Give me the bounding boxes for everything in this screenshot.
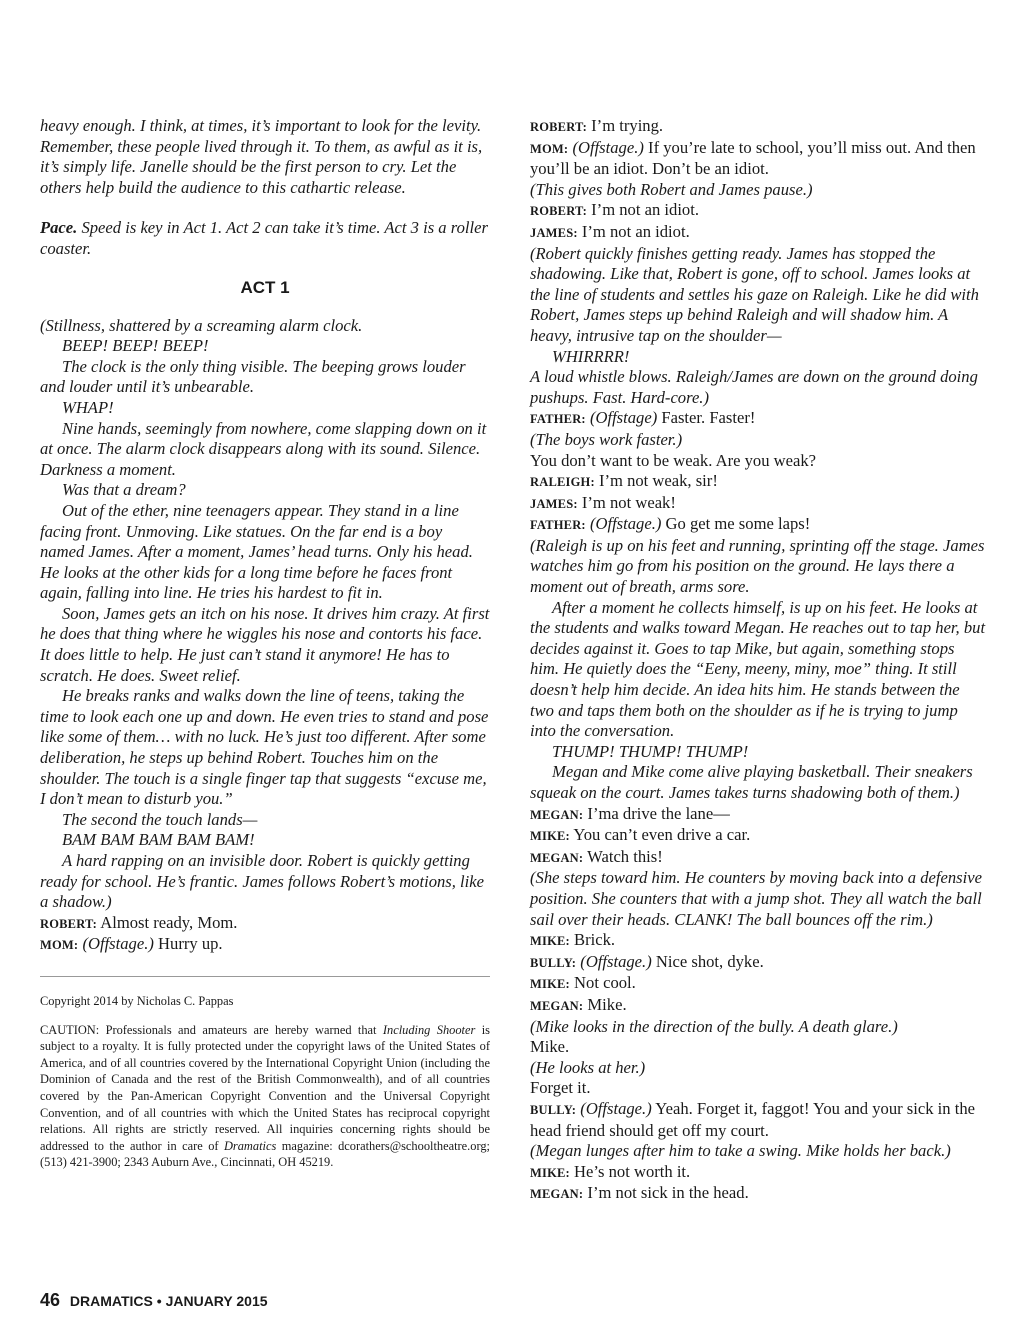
- dialogue-line: [530, 493, 986, 515]
- pace-text: Speed is key in Act 1. Act 2 can take it’s time. Act 3 is a roller coaster.: [40, 218, 488, 258]
- speaker-name: MEGAN:: [530, 850, 584, 865]
- stage-direction-paragraph: Out of the ether, nine teenagers appear. They stand in a line facing front. Unmoving. Like statues. On the far end is a boy named James. After a moment, James’ head turns. Only his head. He looks at the other kids for a long time before he faces front again, falling into line. He tries his hardest to fit in.: [40, 500, 473, 603]
- stage-direction-paragraph: After a moment he collects himself, is up on his feet. He looks at the students and walks toward Megan. He reaches out to tap her, but decides against it. Goes to tap Mike, but again, something stops him. He quietly does the “Eeny, meeny, miny, moe” thing. It still doesn’t help him decide. An idea hits him. He stands between the two and taps them both on the shoulder as if he is trying to jump into the conversation.: [530, 597, 986, 741]
- page-footer: [40, 1290, 268, 1311]
- stage-direction-paragraph: (This gives both Robert and James pause.): [530, 179, 813, 199]
- stage-direction-paragraph: (Raleigh is up on his feet and running, sprinting off the stage. James watches him go from his position on the ground. He lays there a moment out of breath, arms sore.: [530, 535, 985, 597]
- footnote-divider: [40, 976, 490, 977]
- dialogue-line: [530, 514, 986, 536]
- stage-direction-paragraph: BEEP! BEEP! BEEP!: [62, 336, 209, 356]
- dialogue-text: I’m not weak, sir!: [594, 471, 718, 491]
- caution-play-title: Including Shooter: [382, 1022, 476, 1037]
- stage-direction-paragraph: He breaks ranks and walks down the line of teens, taking the time to look each one up and down. He even tries to stand and pose like some of them… with no luck. He’s just too different. After some deliberation, he steps up behind Robert. Touches him on the shoulder. The touch is a single finger tap that suggests “excuse me, I don’t mean to disturb you.”: [40, 686, 489, 809]
- dialogue-text: Yeah. Forget it, faggot! You and your sick in the head friend should get off my court.: [530, 1098, 975, 1140]
- parenthetical: (Offstage): [585, 408, 658, 428]
- stage-direction-paragraph: (Mike looks in the direction of the bully. A death glare.): [530, 1016, 898, 1036]
- dialogue-line: [530, 1183, 986, 1205]
- pace-paragraph: [40, 218, 490, 259]
- speaker-name: MOM:: [40, 938, 79, 953]
- dialogue-text: I’ma drive the lane—: [583, 803, 730, 823]
- dialogue-line: Forget it.: [530, 1078, 591, 1098]
- dialogue-line: [530, 138, 986, 180]
- dialogue-line: [530, 995, 986, 1017]
- dialogue-line: [40, 913, 490, 935]
- speaker-name: JAMES:: [530, 496, 578, 511]
- dialogue-line: Mike.: [530, 1037, 570, 1057]
- dialogue-line: [530, 200, 986, 222]
- dialogue-line: [530, 1099, 986, 1141]
- speaker-name: BULLY:: [530, 1102, 577, 1117]
- speaker-name: FATHER:: [530, 518, 586, 533]
- dialogue-text: Hurry up.: [153, 934, 223, 954]
- dialogue-text: You can’t even drive a car.: [569, 825, 751, 845]
- stage-direction-paragraph: A hard rapping on an invisible door. Robert is quickly getting ready for school. He’s frantic. James follows Robert’s motions, like a shadow.): [40, 851, 485, 912]
- speaker-name: MIKE:: [530, 1165, 570, 1180]
- dialogue-line: [40, 934, 490, 956]
- stage-direction-paragraph: A loud whistle blows. Raleigh/James are down on the ground doing pushups. Fast. Hard-core.): [530, 367, 978, 407]
- dialogue-line: [530, 930, 986, 952]
- dialogue-line: [530, 1162, 986, 1184]
- footer-separator: •: [152, 1293, 166, 1309]
- magazine-name: DRAMATICS: [69, 1293, 153, 1309]
- speaker-name: MEGAN:: [530, 1187, 584, 1202]
- intro-paragraph: heavy enough. I think, at times, it’s important to look for the levity. Remember, these people lived through it. To them, as awful as it is, it’s simply life. Janelle should be the first person to cry. Let the others help build the audience to this cathartic release.: [40, 116, 483, 197]
- speaker-name: JAMES:: [530, 225, 578, 240]
- stage-direction-paragraph: Megan and Mike come alive playing basketball. Their sneakers squeak on the court. James takes turns shadowing both of them.): [530, 762, 973, 802]
- stage-direction-paragraph: (Robert quickly finishes getting ready. James has stopped the shadowing. Like that, Robert is gone, off to school. James looks at the line of students and settles his gaze on Raleigh. Like he did with Robert, James steps up behind Raleigh and will shadow him. A heavy, intrusive tap on the shoulder—: [530, 243, 979, 345]
- issue-date: JANUARY 2015: [165, 1293, 268, 1309]
- dialogue-line: [530, 847, 986, 869]
- speaker-name: MEGAN:: [530, 807, 584, 822]
- dialogue-line: You don’t want to be weak. Are you weak?: [530, 450, 817, 470]
- speaker-name: ROBERT:: [530, 120, 587, 134]
- dialogue-line: [530, 471, 986, 493]
- dialogue-text: Faster. Faster!: [657, 408, 756, 428]
- speaker-name: MIKE:: [530, 977, 570, 992]
- dialogue-text: If you’re late to school, you’ll miss out. And then you’ll be an idiot. Don’t be an idiot.: [530, 137, 976, 179]
- left-column: [40, 116, 490, 1171]
- right-column: [530, 116, 986, 1205]
- dialogue-text: Brick.: [569, 930, 616, 950]
- speaker-name: MOM:: [530, 141, 569, 156]
- stage-direction-paragraph: BAM BAM BAM BAM BAM!: [62, 830, 255, 850]
- page-number: 46: [40, 1290, 61, 1310]
- stage-direction-paragraph: (He looks at her.): [530, 1057, 646, 1077]
- stage-direction-paragraph: THUMP! THUMP! THUMP!: [552, 741, 749, 761]
- parenthetical: (Offstage.): [78, 934, 154, 954]
- stage-direction-paragraph: Was that a dream?: [62, 480, 186, 500]
- dialogue-text: Mike.: [583, 994, 627, 1014]
- stage-direction-paragraph: The second the touch lands—: [62, 809, 258, 829]
- copyright-line: Copyright 2014 by Nicholas C. Pappas: [40, 993, 234, 1008]
- speaker-name: MIKE:: [530, 829, 570, 844]
- speaker-name: MIKE:: [530, 934, 570, 949]
- parenthetical: (Offstage.): [585, 514, 662, 534]
- dialogue-line: [530, 408, 986, 430]
- dialogue-line: [530, 973, 986, 995]
- stage-direction-paragraph: (The boys work faster.): [530, 429, 683, 449]
- stage-direction-paragraph: Soon, James gets an itch on his nose. It drives him crazy. At first he does that thing where he wiggles his nose and contorts his face. It does little to help. He just can’t stand it anymore! He has to scratch. He does. Sweet relief.: [40, 603, 490, 685]
- pace-label: Pace.: [40, 218, 78, 238]
- caution-text-1: CAUTION: Professionals and amateurs are hereby warned that: [40, 1022, 383, 1037]
- caution-notice: [40, 1022, 490, 1171]
- dialogue-text: Watch this!: [583, 846, 663, 866]
- dialogue-line: [530, 804, 986, 826]
- stage-directions-block: [40, 316, 490, 913]
- dialogue-text: I’m not an idiot.: [577, 221, 690, 241]
- speaker-name: MEGAN:: [530, 998, 584, 1013]
- dialogue-text: Nice shot, dyke.: [651, 951, 764, 971]
- dialogue-block: [40, 913, 490, 956]
- speaker-name: FATHER:: [530, 412, 586, 427]
- dialogue-line: [530, 825, 986, 847]
- act-heading: ACT 1: [240, 277, 290, 297]
- parenthetical: (Offstage.): [568, 137, 644, 157]
- dialogue-text: Not cool.: [569, 973, 636, 993]
- stage-direction-paragraph: WHIRRRR!: [552, 346, 630, 366]
- speaker-name: RALEIGH:: [530, 475, 595, 490]
- caution-text-3: magazine: dcorathers@schooltheatre.org; (513) 421-3900; 2343 Auburn Ave., Cincinnati, OH 45219.: [40, 1138, 490, 1170]
- stage-direction-paragraph: (Megan lunges after him to take a swing. Mike holds her back.): [530, 1141, 951, 1161]
- speaker-name: ROBERT:: [40, 916, 97, 931]
- stage-direction-paragraph: Nine hands, seemingly from nowhere, come slapping down on it at once. The alarm clock disappears along with its sound. Silence. Darkness a moment.: [40, 418, 487, 479]
- speaker-name: BULLY:: [530, 955, 577, 970]
- dialogue-line: [530, 952, 986, 974]
- stage-direction-paragraph: WHAP!: [62, 397, 114, 417]
- dialogue-text: Go get me some laps!: [661, 514, 811, 534]
- dialogue-text: He’s not worth it.: [569, 1161, 691, 1181]
- dialogue-text: I’m not weak!: [577, 492, 676, 512]
- dialogue-line: [530, 222, 986, 244]
- stage-direction-paragraph: The clock is the only thing visible. The beeping grows louder and louder until it’s unbearable.: [40, 356, 466, 397]
- dialogue-text: Almost ready, Mom.: [97, 912, 238, 932]
- speaker-name: ROBERT:: [530, 204, 587, 219]
- caution-text-2: is subject to a royalty. It is fully protected under the copyright laws of the United States of America, and of all countries covered by the International Copyright Union (including the Dominion of Canada and the rest of the British Commonwealth), and of all countries covered by the Pan-American Copyright Convention and the Universal Copyright Convention, and of all countries with which the United States has reciprocal copyright relations. All rights are strictly reserved. All inquiries concerning rights should be addressed to the author in care of: [40, 1022, 490, 1153]
- caution-magazine: Dramatics: [223, 1138, 277, 1153]
- stage-direction-paragraph: (Stillness, shattered by a screaming alarm clock.: [40, 315, 363, 335]
- dialogue-text: I’m trying.: [587, 116, 664, 135]
- parenthetical: (Offstage.): [576, 1098, 652, 1118]
- dialogue-line: [530, 116, 986, 138]
- parenthetical: (Offstage.): [576, 951, 652, 971]
- stage-direction-paragraph: (She steps toward him. He counters by moving back into a defensive position. She counters that with a jump shot. They all watch the ball sail over their heads. CLANK! The ball bounces off the rim.): [530, 868, 982, 929]
- dialogue-text: I’m not an idiot.: [587, 200, 699, 220]
- dialogue-text: I’m not sick in the head.: [583, 1183, 749, 1203]
